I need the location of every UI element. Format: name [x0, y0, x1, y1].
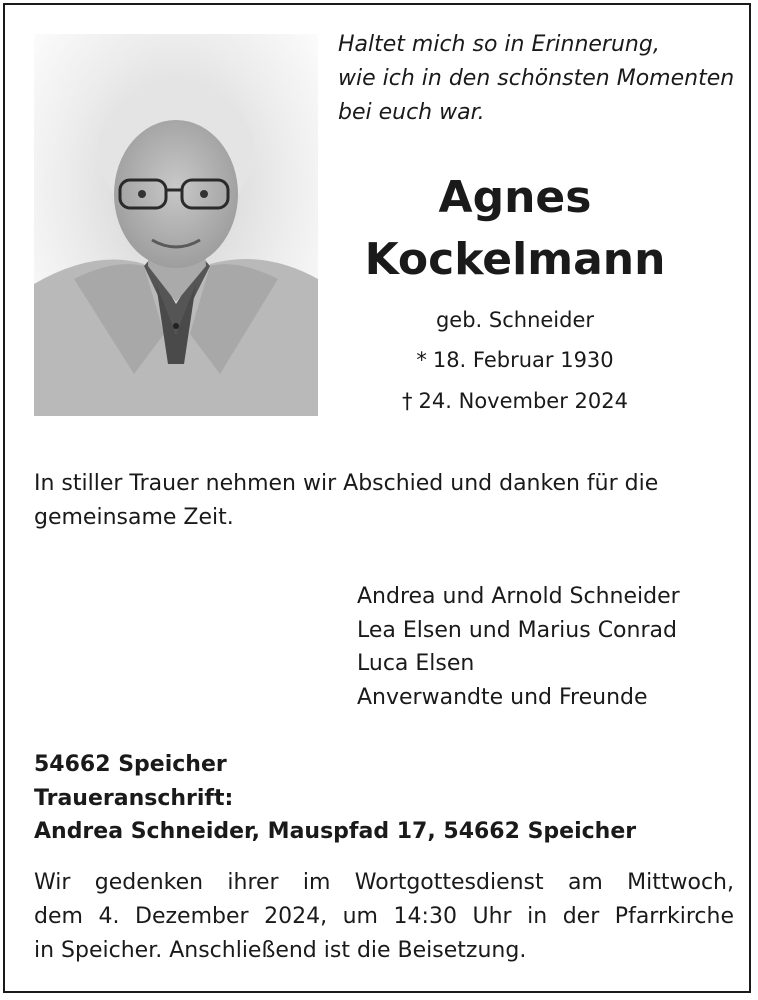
birth-date	[320, 345, 710, 375]
last-name: Kockelmann	[364, 234, 666, 285]
address-label: Traueranschrift:	[34, 785, 234, 811]
mourner-item: Anverwandte und Freunde	[357, 684, 648, 710]
mourning-address	[34, 748, 734, 849]
quote-line: Haltet mich so in Erinnerung,	[338, 32, 660, 57]
service-line: Wir gedenken ihrer im Wortgottesdienst am Mittwoch,	[34, 870, 734, 895]
quote-line: bei euch war.	[338, 100, 485, 125]
maiden-name: geb. Schneider	[435, 308, 595, 332]
service-notice	[34, 866, 734, 968]
cross-symbol: †	[402, 389, 413, 413]
mourner-item: Luca Elsen	[357, 651, 475, 676]
death-date-value: 24. November 2024	[418, 389, 628, 413]
portrait-photo	[34, 34, 318, 416]
mourning-intro: In stiller Trauer nehmen wir Abschied und danken für die gemeinsame Zeit.	[34, 471, 659, 530]
address-line: Andrea Schneider, Mauspfad 17, 54662 Speicher	[34, 819, 637, 844]
memorial-quote	[338, 28, 738, 130]
mourners-list	[357, 580, 737, 714]
death-date	[320, 386, 710, 416]
quote-line: wie ich in den schönsten Momenten	[338, 66, 735, 91]
address-town: 54662 Speicher	[34, 752, 227, 777]
first-name: Agnes	[438, 172, 592, 223]
service-line: in Speicher. Anschließend ist die Beisetzung.	[34, 938, 527, 963]
birth-symbol: *	[416, 348, 427, 372]
birth-date-value: 18. Februar 1930	[432, 348, 614, 372]
mourner-item: Lea Elsen und Marius Conrad	[357, 617, 677, 643]
service-line: dem 4. Dezember 2024, um 14:30 Uhr in der Pfarrkirche	[34, 904, 734, 929]
mourner-item: Andrea und Arnold Schneider	[357, 584, 680, 609]
